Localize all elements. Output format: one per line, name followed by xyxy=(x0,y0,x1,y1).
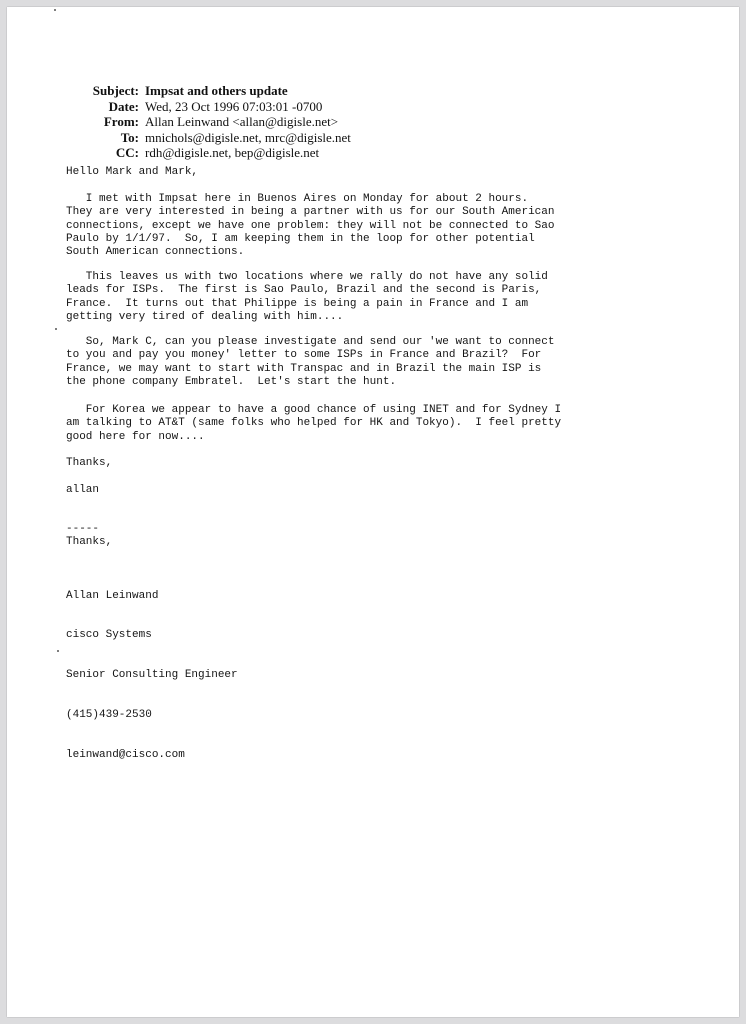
scan-speck xyxy=(57,650,59,652)
scan-speck xyxy=(55,328,57,330)
subject-label: Subject: xyxy=(92,83,139,98)
cc-label: CC: xyxy=(115,145,139,160)
signature-separator: ----- xyxy=(66,523,100,535)
from-label: From: xyxy=(103,114,139,129)
subject-value: Impsat and others update xyxy=(145,83,288,98)
to-value: mnichols@digisle.net, mrc@digisle.net xyxy=(145,129,351,145)
greeting: Hello Mark and Mark, xyxy=(66,166,199,178)
body-paragraph: For Korea we appear to have a good chance of using INET and for Sydney I am talking to AT&T (same folks who helped for HK and Tokyo). I feel pretty good here for now.... xyxy=(66,404,562,443)
body-paragraph: I met with Impsat here in Buenos Aires on Monday for about 2 hours. They are very interested in being a partner with us for our South American connections, except we have one problem: they will not be connected to Sao Paulo by 1/1/97. So, I am keeping them in the loop for other potential South American connections. xyxy=(66,193,555,259)
signature-company: cisco Systems xyxy=(66,629,152,642)
signature-title: Senior Consulting Engineer xyxy=(66,669,238,682)
date-value: Wed, 23 Oct 1996 07:03:01 -0700 xyxy=(145,98,323,114)
signature-block xyxy=(66,563,238,789)
body-paragraph: This leaves us with two locations where we rally do not have any solid leads for ISPs. The first is Sao Paulo, Brazil and the second is Paris, France. It turns out that Philippe is being a pain in France and I am getting very tired of dealing with him.... xyxy=(66,271,548,323)
date-label: Date: xyxy=(108,98,139,114)
email-header xyxy=(65,83,351,161)
body-paragraph: So, Mark C, can you please investigate and send our 'we want to connect to you and pay you money' letter to some ISPs in France and Brazil? For France, we may want to start with Transpac and in Brazil the main ISP is the phone company Embratel. Let's start the hunt. xyxy=(66,336,555,388)
scan-speck xyxy=(54,9,56,11)
signature-closing: Thanks, xyxy=(66,536,113,548)
sender-short: allan xyxy=(66,484,100,496)
subject-row xyxy=(65,83,351,99)
to-label: To: xyxy=(120,129,139,145)
cc-row xyxy=(65,145,351,161)
signature-email: leinwand@cisco.com xyxy=(66,749,185,762)
cc-value: rdh@digisle.net, bep@digisle.net xyxy=(145,145,320,160)
signature-name: Allan Leinwand xyxy=(66,589,159,602)
to-row xyxy=(65,130,351,146)
from-value: Allan Leinwand <allan@digisle.net> xyxy=(145,114,339,129)
signature-phone: (415)439-2530 xyxy=(66,709,152,722)
from-row xyxy=(65,114,351,130)
date-row xyxy=(65,99,351,115)
closing: Thanks, xyxy=(66,457,113,469)
document-page xyxy=(7,7,739,1017)
